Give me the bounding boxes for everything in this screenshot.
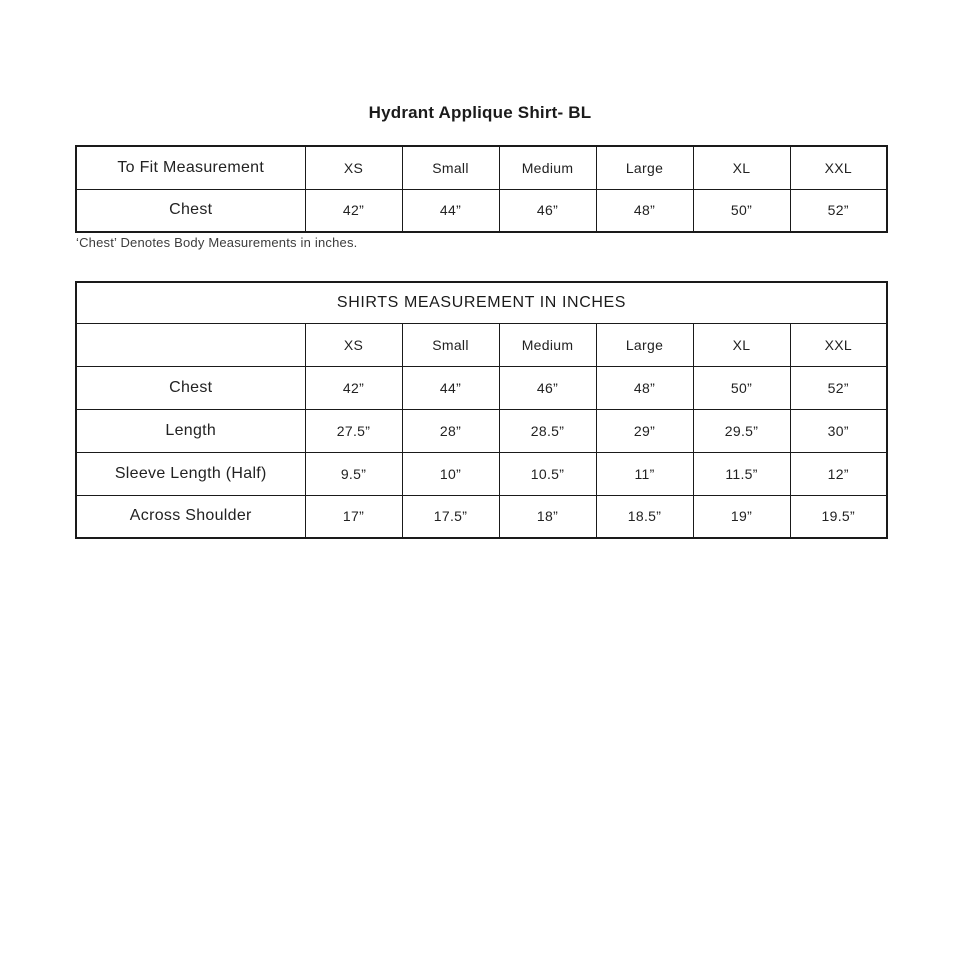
shirts-length-label: Length — [76, 409, 305, 452]
page-title: Hydrant Applique Shirt- BL — [368, 103, 592, 122]
shirts-length-medium: 28.5” — [499, 409, 596, 452]
shirts-size-header-medium: Medium — [499, 323, 596, 366]
shirts-size-header-small: Small — [402, 323, 499, 366]
shirts-chest-small: 44” — [402, 366, 499, 409]
shirts-table-title: SHIRTS MEASUREMENT IN INCHES — [76, 282, 887, 323]
fit-size-header-small: Small — [402, 146, 499, 189]
shirts-shoulder-xxl: 19.5” — [790, 495, 887, 538]
shirts-sleeve-large: 11” — [596, 452, 693, 495]
shirts-length-xl: 29.5” — [693, 409, 790, 452]
shirts-chest-row — [76, 366, 887, 409]
shirts-length-small: 28” — [402, 409, 499, 452]
shirts-length-xxl: 30” — [790, 409, 887, 452]
fit-size-header-large: Large — [596, 146, 693, 189]
shirts-sleeve-medium: 10.5” — [499, 452, 596, 495]
fit-size-header-medium: Medium — [499, 146, 596, 189]
shirts-measurement-table — [75, 281, 888, 539]
shirts-empty-corner-cell — [76, 323, 305, 366]
fit-table-header-row — [76, 146, 887, 189]
shirts-table-size-header-row — [76, 323, 887, 366]
shirts-shoulder-xs: 17” — [305, 495, 402, 538]
shirts-sleeve-xs: 9.5” — [305, 452, 402, 495]
shirts-sleeve-label: Sleeve Length (Half) — [76, 452, 305, 495]
chest-footnote: ‘Chest’ Denotes Body Measurements in inches. — [76, 235, 358, 250]
fit-chest-value-xs: 42” — [305, 189, 402, 232]
shirts-shoulder-large: 18.5” — [596, 495, 693, 538]
shirts-sleeve-xxl: 12” — [790, 452, 887, 495]
shirts-chest-medium: 46” — [499, 366, 596, 409]
shirts-length-large: 29” — [596, 409, 693, 452]
shirts-shoulder-row — [76, 495, 887, 538]
shirts-chest-xs: 42” — [305, 366, 402, 409]
shirts-chest-label: Chest — [76, 366, 305, 409]
fit-size-header-xl: XL — [693, 146, 790, 189]
shirts-sleeve-xl: 11.5” — [693, 452, 790, 495]
fit-table-label-header: To Fit Measurement — [76, 146, 305, 189]
shirts-shoulder-medium: 18” — [499, 495, 596, 538]
fit-table-chest-row — [76, 189, 887, 232]
shirts-shoulder-small: 17.5” — [402, 495, 499, 538]
fit-chest-value-xxl: 52” — [790, 189, 887, 232]
fit-chest-value-xl: 50” — [693, 189, 790, 232]
to-fit-measurement-table — [75, 145, 888, 233]
shirts-size-header-xs: XS — [305, 323, 402, 366]
shirts-chest-large: 48” — [596, 366, 693, 409]
shirts-sleeve-row — [76, 452, 887, 495]
shirts-sleeve-small: 10” — [402, 452, 499, 495]
shirts-shoulder-xl: 19” — [693, 495, 790, 538]
shirts-chest-xl: 50” — [693, 366, 790, 409]
shirts-length-row — [76, 409, 887, 452]
fit-chest-value-medium: 46” — [499, 189, 596, 232]
shirts-chest-xxl: 52” — [790, 366, 887, 409]
fit-chest-value-small: 44” — [402, 189, 499, 232]
fit-size-header-xs: XS — [305, 146, 402, 189]
shirts-length-xs: 27.5” — [305, 409, 402, 452]
shirts-shoulder-label: Across Shoulder — [76, 495, 305, 538]
fit-chest-value-large: 48” — [596, 189, 693, 232]
shirts-size-header-xxl: XXL — [790, 323, 887, 366]
shirts-size-header-xl: XL — [693, 323, 790, 366]
fit-chest-label: Chest — [76, 189, 305, 232]
shirts-table-title-row — [76, 282, 887, 323]
fit-size-header-xxl: XXL — [790, 146, 887, 189]
shirts-size-header-large: Large — [596, 323, 693, 366]
